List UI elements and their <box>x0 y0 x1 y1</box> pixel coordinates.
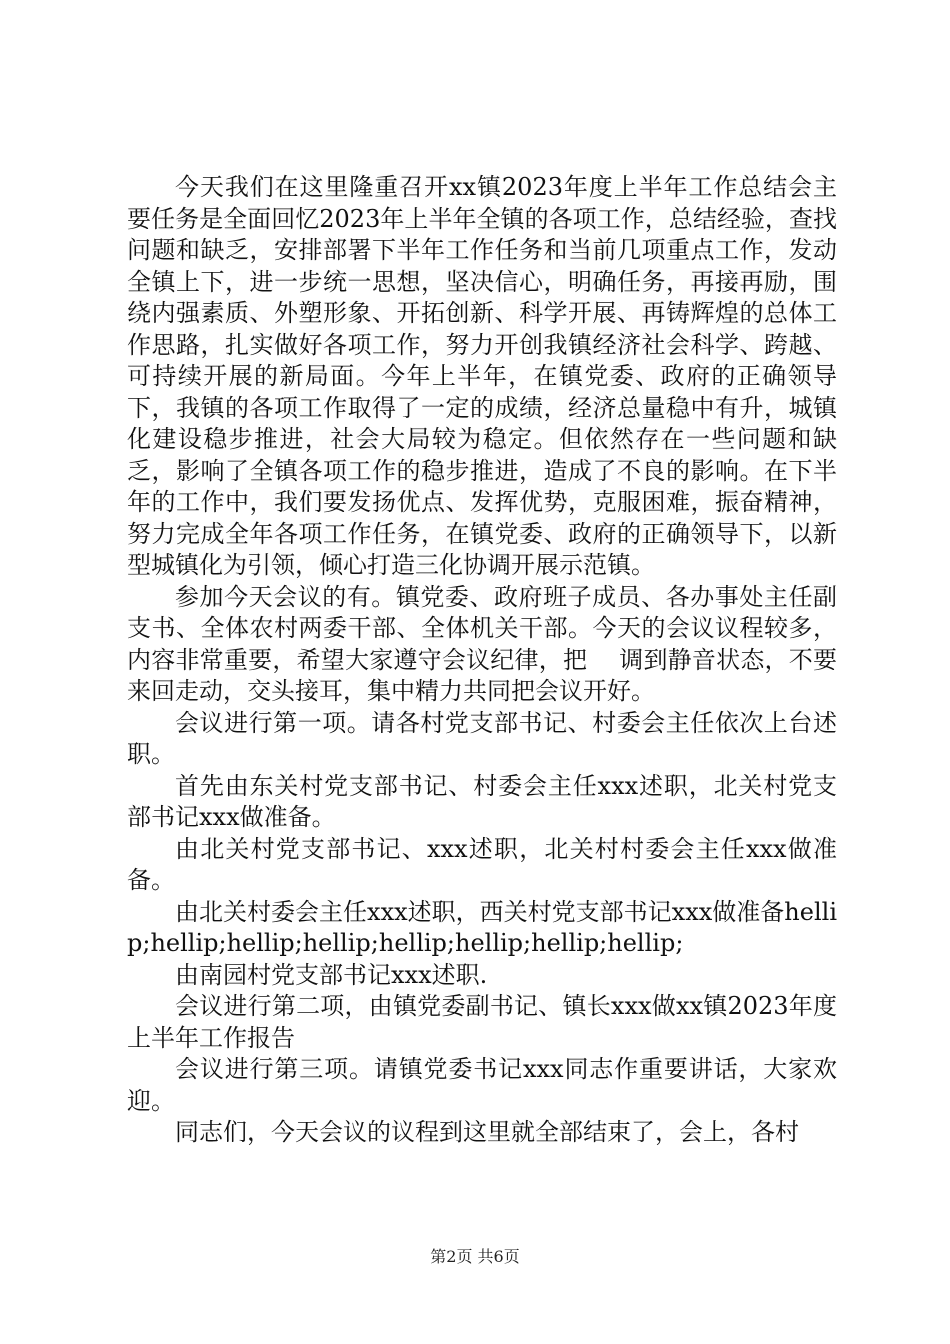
paragraph-closing: 同志们，今天会议的议程到这里就全部结束了，会上，各村 <box>175 1118 799 1146</box>
paragraph-item-two: 会议进行第二项，由镇党委副书记、镇长xxx做xx镇2023年度上半年工作报告 <box>127 992 837 1052</box>
page-number: 第2页 共6页 <box>430 1247 520 1266</box>
paragraph-item-three: 会议进行第三项。请镇党委书记xxx同志作重要讲话，大家欢迎。 <box>127 1055 837 1115</box>
paragraph-attendees: 参加今天会议的有。镇党委、政府班子成员、各办事处主任副支书、全体农村两委干部、全体机关干部。今天的会议议程较多，内容非常重要，希望大家遵守会议纪律，把 调到静音状态，不要来回走动，交头接耳，集中精力共同把会议开好。 <box>127 582 837 705</box>
document-body <box>127 172 837 1149</box>
paragraph-item-one: 会议进行第一项。请各村党支部书记、村委会主任依次上台述职。 <box>127 708 837 768</box>
paragraph-dongguan-report: 首先由东关村党支部书记、村委会主任xxx述职，北关村党支部书记xxx做准备。 <box>127 771 837 831</box>
paragraph-meeting-intro: 今天我们在这里隆重召开xx镇2023年度上半年工作总结会主要任务是全面回忆2023年上半年全镇的各项工作，总结经验，查找问题和缺乏，安排部署下半年工作任务和当前几项重点工作，发动全镇上下，进一步统一思想，坚决信心，明确任务，再接再励，围绕内强素质、外塑形象、开拓创新、科学开展、再铸辉煌的总体工作思路，扎实做好各项工作，努力开创我镇经济社会科学、跨越、可持续开展的新局面。今年上半年，在镇党委、政府的正确领导下，我镇的各项工作取得了一定的成绩，经济总量稳中有升，城镇化建设稳步推进，社会大局较为稳定。但依然存在一些问题和缺乏，影响了全镇各项工作的稳步推进，造成了不良的影响。在下半年的工作中，我们要发扬优点、发挥优势，克服困难，振奋精神，努力完成全年各项工作任务，在镇党委、政府的正确领导下，以新型城镇化为引领，倾心打造三化协调开展示范镇。 <box>127 173 837 579</box>
paragraph-nanyuan-report: 由南园村党支部书记xxx述职. <box>175 960 488 989</box>
paragraph-beiguan-director-report: 由北关村委会主任xxx述职，西关村党支部书记xxx做准备hellip;hellip;hellip;hellip;hellip;hellip;hellip;hellip; <box>127 897 837 957</box>
paragraph-beiguan-secretary-report: 由北关村党支部书记、xxx述职，北关村村委会主任xxx做准备。 <box>127 834 837 894</box>
